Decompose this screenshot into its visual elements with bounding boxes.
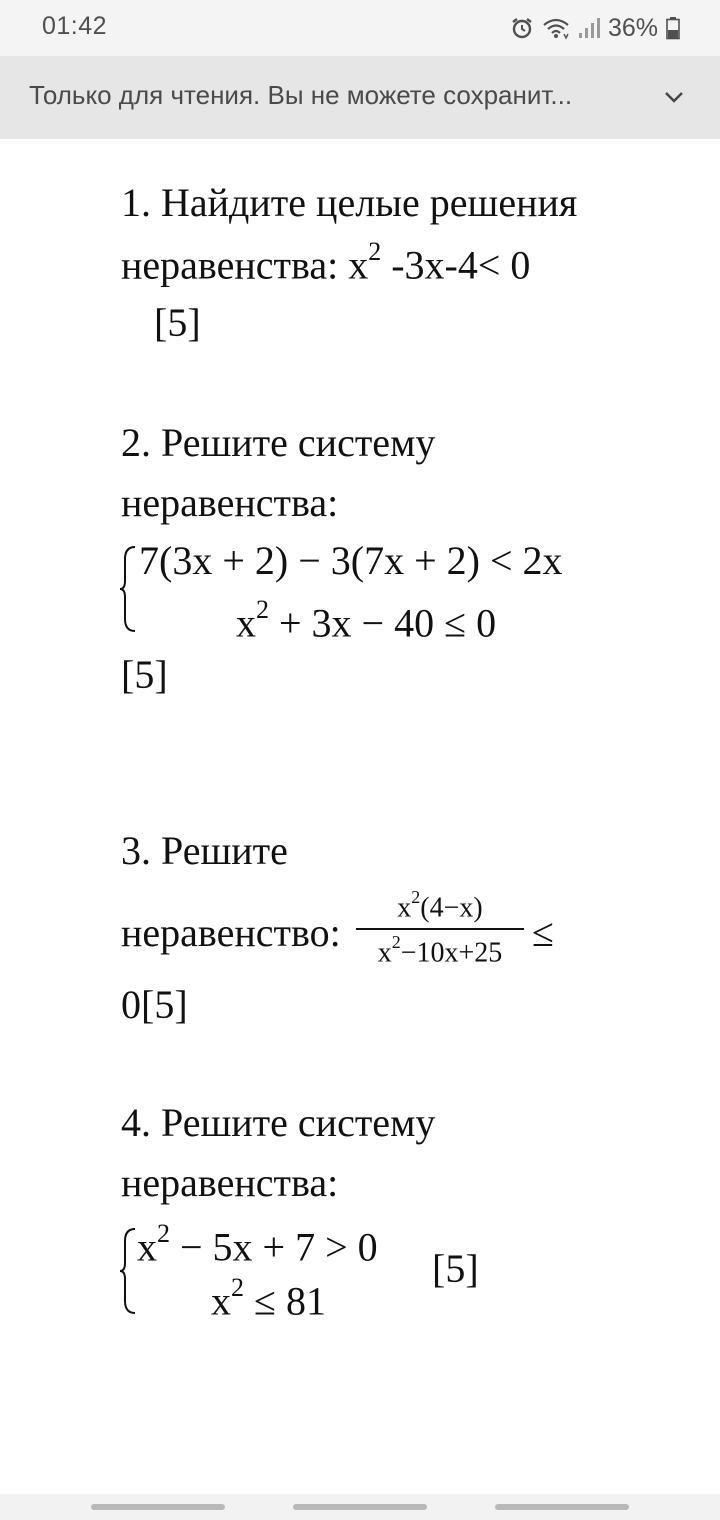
q3-fraction <box>356 887 524 969</box>
q3-line2: неравенство: <box>121 910 341 955</box>
q4-system-brace <box>119 1227 139 1315</box>
q1-line2 <box>121 237 531 288</box>
q2-line1: 2. Решите систему <box>121 420 436 465</box>
q1-line1: 1. Найдите целые решения <box>121 180 578 225</box>
nav-back-button[interactable] <box>495 1504 629 1510</box>
battery-icon <box>666 16 680 40</box>
nav-home-button[interactable] <box>293 1504 427 1510</box>
signal-icon <box>578 16 600 40</box>
q3-line3: 0[5] <box>121 982 188 1027</box>
q4-line2: неравенства: <box>121 1160 339 1205</box>
q4-eq2 <box>211 1273 326 1324</box>
q4-score: [5] <box>432 1246 479 1291</box>
q3-denominator <box>356 932 524 969</box>
document-content <box>0 139 720 1494</box>
alarm-icon <box>510 16 534 40</box>
q3-num-tail: (4−x) <box>420 892 483 924</box>
q3-den-pre: x <box>377 937 392 969</box>
q2-eq2-exponent: 2 <box>256 595 269 624</box>
q3-num-pre: x <box>397 892 412 924</box>
q3-line1: 3. Решите <box>121 828 288 873</box>
status-bar <box>0 0 720 56</box>
q1-exponent: 2 <box>368 237 382 266</box>
q2-eq2-pre: x <box>236 600 256 646</box>
q1-line2-text: неравенства: x <box>121 242 369 288</box>
q4-eq2-pre: x <box>211 1278 231 1324</box>
q2-line2: неравенства: <box>121 480 339 525</box>
status-icons <box>510 10 680 46</box>
q4-line1: 4. Решите систему <box>121 1100 436 1145</box>
q3-numerator <box>356 887 524 924</box>
q2-eq1: 7(3x + 2) − 3(7x + 2) < 2x <box>139 538 563 583</box>
q2-score: [5] <box>121 652 168 697</box>
q2-eq2 <box>236 595 497 646</box>
nav-recent-apps-button[interactable] <box>91 1504 225 1510</box>
q4-eq1 <box>137 1219 378 1270</box>
q4-eq1-tail: − 5x + 7 > 0 <box>170 1224 378 1270</box>
q3-num-exponent: 2 <box>411 887 421 907</box>
q4-eq1-pre: x <box>137 1224 157 1270</box>
q2-eq2-tail: + 3x − 40 ≤ 0 <box>269 600 497 646</box>
q3-den-exponent: 2 <box>391 932 401 953</box>
status-time: 01:42 <box>42 12 108 40</box>
chevron-down-icon[interactable] <box>662 85 686 109</box>
q4-eq2-exponent: 2 <box>231 1273 244 1302</box>
read-only-banner[interactable] <box>0 56 720 139</box>
q3-relation: ≤ <box>532 910 554 955</box>
q4-eq2-tail: ≤ 81 <box>244 1278 326 1324</box>
q2-system-brace <box>119 545 139 633</box>
read-only-message: Только для чтения. Вы не можете сохранит... <box>29 80 573 110</box>
q3-den-tail: −10x+25 <box>400 937 503 969</box>
q3-fraction-bar <box>356 928 524 930</box>
q4-eq1-exponent: 2 <box>157 1219 170 1248</box>
q1-line2-tail: -3x-4< 0 <box>381 242 531 288</box>
battery-text: 36% <box>607 13 658 42</box>
wifi-icon <box>542 16 570 40</box>
q1-score: [5] <box>154 300 201 345</box>
navigation-bar <box>0 1494 720 1520</box>
